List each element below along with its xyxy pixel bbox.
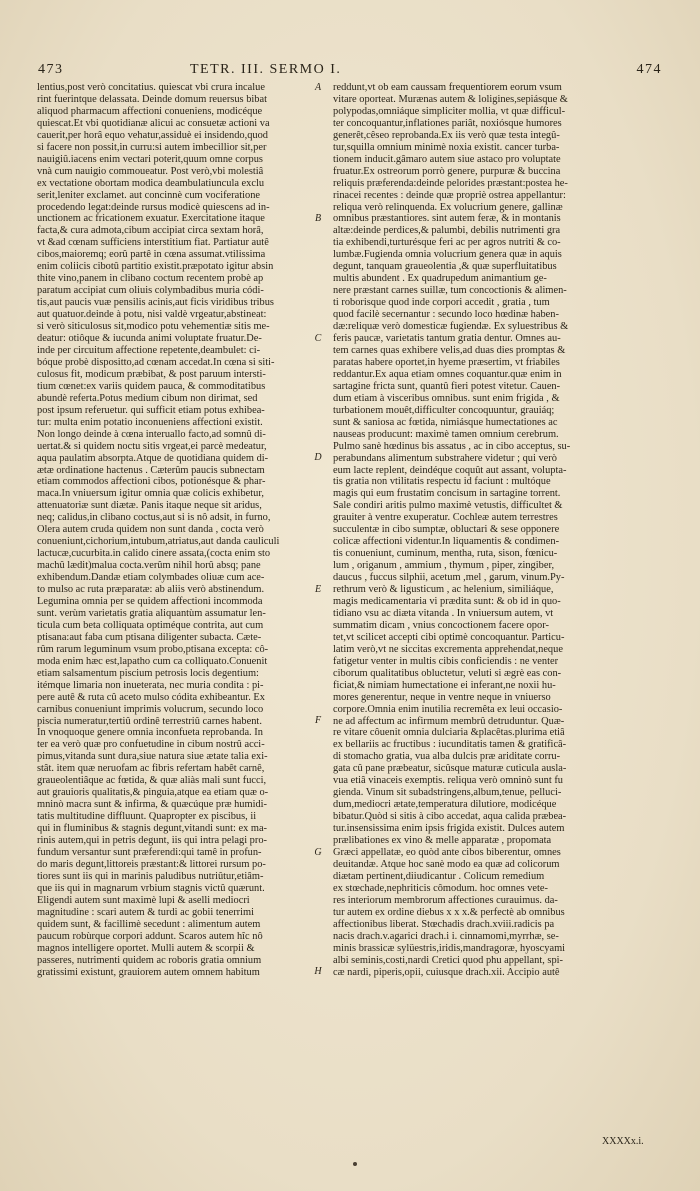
text-line: quidem sunt, & facillimè secedunt : alimentum autem	[37, 918, 261, 930]
text-line: culosus fit, modicum præbibat, & post paruum intersti-	[37, 368, 266, 380]
text-line: In vnoquoque genere omnia inconfueta reprobanda. In	[37, 727, 263, 739]
text-line: si verò siticulosus sit,modico potu vehementiæ sitis me-	[37, 321, 270, 333]
text-line: tis gratia non vtilitatis respectu id faciunt : multóque	[333, 476, 551, 488]
ornament-dot	[353, 1162, 357, 1166]
text-line: tur autem ex ordine diebus x x x.& perfectè ab omnibus	[333, 906, 565, 918]
text-line: rûm rarum leguminum vsum probo,ptisana excepta: cô-	[37, 643, 269, 655]
text-line: ficiat,& nimiam humectatione ei inferant,ne noxii hu-	[333, 679, 556, 691]
text-line: deatur: otiôque & iucunda animi voluptate fruatur.De-	[37, 333, 262, 345]
text-line: tia exhibendi,turturésque feri ac per agros nutriti & co-	[333, 237, 561, 249]
text-line: diætam pertinent,diiudicantur . Colicum remedium	[333, 870, 545, 882]
left-text-column	[37, 82, 305, 978]
text-line: Non longo deinde à cœna interuallo facto,ad somnû di-	[37, 428, 266, 440]
margin-letter: D	[314, 452, 322, 464]
text-line: omnibus præstantiores. sint autem feræ, & in montanis	[333, 213, 561, 225]
text-line: nauseas producunt: maximè tamen omnium cerebrum.	[333, 428, 559, 440]
text-line: dum,mediocri ætate,temperatura dilutiore, modicéque	[333, 799, 557, 811]
text-line: etiam salsamentum piscium petrosis locis degentium:	[37, 667, 259, 679]
text-line: generêt,cêseo reprobanda.Ex iis verò quæ testa integû-	[333, 129, 560, 141]
text-line: daucus , fuccus silphii, acetum ,mel , garum, vinum.Py-	[333, 572, 565, 584]
text-line: tis,aut paucis vuæ pensilis acinis,aut ficis viridibus tribus	[37, 297, 274, 309]
signature-mark: XXXXx.i.	[602, 1136, 644, 1147]
text-line: ex vectatione obortam modica deambulatiuncula exclu	[37, 177, 265, 189]
text-line: Græci appellatæ, eo quòd ante cibos biberentur, omnes	[333, 847, 561, 858]
text-line: pimus,vitanda sunt dura,siue natura siue ætate talia exi-	[37, 751, 268, 763]
text-line: lumbæ.Fugienda omnia volucrium genera quæ in aquis	[333, 249, 562, 261]
text-line: Eligendi autem sunt maximè lupi & aselli mediocri	[37, 894, 250, 906]
margin-letter: C	[314, 332, 322, 344]
text-line: sunt & saniosa ac fœtida, nimiásque humectationes ac	[333, 416, 558, 428]
text-line: vitare oporteat. Murænas autem & loligines,sepiásque &	[333, 93, 568, 105]
text-line: reddantur.Ex aqua etiam omnes coquantur.quæ enim in	[333, 368, 562, 380]
text-line: Sale condiri aritis pulmo maximè vetustis, difficultet &	[333, 500, 563, 512]
text-line: minis brassicæ sylüestris,iridis,mandragoræ, hyoscyami	[333, 942, 566, 954]
text-line: nere præstant carnes suillæ, tum concoctionis & alimen-	[333, 285, 567, 297]
text-line: tidiano vsu ac diæta vitanda . In vniuersum autem, vt	[333, 607, 554, 619]
text-line: piscia numeratur,tertiû ordinê terrestriû carnes habent.	[37, 715, 262, 727]
text-line: vua etiâ vinaceis exemptis. reliqua verò omninò sunt fu	[333, 775, 563, 787]
running-header	[38, 62, 662, 82]
text-line: succulentæ in cibo sumptæ, obluctari & sese opponere	[333, 524, 560, 536]
text-line: cæ nardi, piperis,opii, cuiusque drach.xii. Accipio autê	[333, 966, 560, 978]
page-number-right: 474	[636, 62, 662, 77]
text-line: albi seminis,costi,nardi Cretici quod phu appellant, spi-	[333, 954, 563, 966]
text-line: qui in fluminibus & stagnis degunt,vitandi sunt: ex ma-	[37, 823, 268, 835]
text-line: to mulso ac ruta præparatæ: ab aliis verò abstinendum.	[37, 584, 265, 596]
text-line: ter concoquantur,inflationes pariât, noxiósque humores	[333, 117, 562, 129]
text-line: nacis drach.v.agarici drach.i i. cinnamomi,myrrhæ, se-	[333, 930, 559, 942]
text-line: feris paucæ, varietatis tantum gratia dentur. Omnes au-	[333, 333, 561, 345]
text-line: itémque limaria non inueterata, nec muria condita : pi-	[37, 679, 264, 691]
text-line: magnos intelligere oportet. Mulli autem & scorpii &	[37, 942, 255, 954]
text-line: summatim dicam , vnius concoctionem facere opor-	[333, 619, 549, 631]
text-line: tur: multa enim potatio inconueniens affectioni existit.	[37, 416, 263, 428]
text-line: grauiter à ventre exuperatur. Cochleæ autem terrestres	[333, 512, 558, 524]
text-line: tur,squilla omnium minimè noxia existit. cancer turba-	[333, 141, 560, 153]
text-line: si facere non possit,in curru:si autem imbecillior sit,per	[37, 141, 267, 153]
text-line: ætæ ordinatione hactenus . Cæterûm paucis subnectam	[37, 464, 265, 476]
text-line: rint fuerintque delassata. Deinde domum reuersus bibat	[37, 93, 267, 105]
text-line: serit,leniter exclamet. aut concinnè cum vociferatione	[37, 189, 261, 201]
right-text-column	[333, 82, 627, 978]
text-line: paratas habere oportet,in hyeme præsertim, vt friabiles	[333, 356, 560, 368]
text-line: tet,vt scilicet accepti cibi optimè concoquantur. Particu-	[333, 631, 565, 643]
text-line: graueolentiâque ac fœtida, & quæ aliàs mali sunt fucci,	[37, 775, 267, 787]
text-line: re vitare côuenit omnia dulciaria &placêtas.plurima etiâ	[333, 727, 565, 739]
text-line: sunt. verùm varietatis gratia aliquantùm assumatur len-	[37, 607, 266, 619]
text-line: rethrum verò & ligusticum , ac helenium, similiáque,	[333, 584, 554, 596]
text-line: que iis qui in magnarum vrbium stagnis victû quærunt.	[37, 882, 265, 894]
text-line: tis conueniunt, cuminum, mentha, ruta, sison, fœnicu-	[333, 548, 558, 560]
text-line: neq; calidus,in clibano coctus,aut si is nô adsit, in furno,	[37, 512, 271, 524]
text-line: gienda. Vinum sit subadstringens,album,tenue, pelluci-	[333, 787, 562, 799]
text-line: pere autê & ruta cû aceto mulso códita exhibeantur. Ex	[37, 691, 265, 703]
text-line: thite vino,panem in clibano coctum recentem probè ap	[37, 273, 264, 285]
text-line: perabundans alimentum substrahere videtur ; qui verò	[333, 452, 557, 464]
text-line: enim coliicis cibotû partitio existit.præpotato igitur absin	[37, 261, 274, 273]
text-line: Olera autem cruda quidem non sunt danda , cocta verò	[37, 524, 264, 536]
text-line: di stomacho gratia, vua alba dulcis præ ariditate corru-	[333, 751, 561, 763]
text-line: eum lacte replent, deindéque coquût aut assant, volupta-	[333, 464, 567, 476]
text-line: tur.insensissima enim ipsis frigida existit. Dulces autem	[333, 823, 565, 835]
text-line: sartagine fricta sunt, quantû fieri potest vitetur. Cauen-	[333, 380, 561, 392]
text-line: prælibationes ex vino & melle apparatæ , propomata	[333, 835, 552, 847]
text-line: ne ad affectum ac infirmum membrû detruduntur. Quæ-	[333, 715, 565, 727]
text-line: reddunt,vt ob eam caussam frequentiorem eorum vsum	[333, 82, 562, 93]
text-line: polypodas,omniáque simpliciter mollia, vt quæ difficul-	[333, 105, 566, 117]
text-line: etiam commodos affectioni cibos, potionésque & phar-	[37, 476, 266, 488]
text-line: Legumina omnia per se quidem affectioni incommoda	[37, 595, 263, 607]
text-line: moda enim hæc est,lapatho cum ca colliquato.Conuenit	[37, 655, 268, 667]
text-line: vnà cum nauigio commoueatur. Post verò,vbi molestiâ	[37, 165, 264, 177]
margin-letter: E	[314, 583, 322, 595]
text-line: fatigetur venter in multis cibis conficiendis : ne venter	[333, 655, 559, 667]
text-line: corpore.Omnia enim inutilia recremêta ex leui occasio-	[333, 703, 563, 715]
text-line: paucum robùrque corpori addunt. Scaros autem hîc nô	[37, 930, 263, 942]
text-line: aliquod pharmacum affectioni conueniens, modicéque	[37, 105, 263, 117]
text-line: exhibendum.Dandæ etiam colymbades oliuæ cum ace-	[37, 572, 265, 584]
text-line: affectionibus liberat. Stœchadis drach.xviii.radicis pa	[333, 918, 555, 930]
page-number-left: 473	[38, 62, 64, 77]
text-line: aqua paulatim absorpta.Atque de quotidiana quidem di-	[37, 452, 269, 464]
text-line: tatis multitudine diffluunt. Quapropter ex piscibus, ii	[37, 811, 257, 823]
text-line: ti roborisque quod inde corpori accedit , gratia , tum	[333, 297, 550, 309]
text-line: dæ:reliquæ verò domesticæ fugiendæ. Ex syluestribus &	[333, 321, 569, 333]
text-line: colicæ affectioni videntur.In liquamentis & condimen-	[333, 536, 560, 548]
text-line: multis abundent . Ex quadrupedum animantium ge-	[333, 273, 547, 285]
text-line: unctionem ac fricationem exuatur. Exercitatione itaque	[37, 213, 265, 225]
text-line: ex bellariis ac fructibus : iucunditatis tamen & gratificâ-	[333, 739, 567, 751]
text-line: maca.In vniuersum igitur omnia quæ colicis exhibetur,	[37, 488, 264, 500]
text-line: facta,& cura admota,cibum accipiat circa sextam horâ,	[37, 225, 264, 237]
text-line: reliquis præferenda:deinde pelorides præstant:postea he-	[333, 177, 568, 189]
text-line: turbationem mouêt,difficulter concoquuntur, grauiáq;	[333, 404, 555, 416]
text-line: reliqua verò relinquenda. Ex volucrium genere, gallinæ	[333, 201, 563, 213]
text-line: tiores sunt iis qui in marinis paludibus nutriûtur,etiâm-	[37, 870, 264, 882]
text-line: rinis autem,qui in petris degunt, iis qui intra pelagi pro-	[37, 835, 267, 847]
text-line: ptisana:aut faba cum ptisana diligenter subacta. Cæte-	[37, 631, 262, 643]
text-line: carnibus conueniunt imprimis volucrum, secundo loco	[37, 703, 264, 715]
text-line: tem carnes quas exhibere velis,ad duas dies promptas &	[333, 344, 566, 356]
text-line: rinacei recentes : deinde quæ propriè ostrea appellantur:	[333, 189, 566, 201]
text-line: deuitandæ. Atque hoc sanè modo ea quæ ad colicorum	[333, 858, 560, 870]
text-line: degunt, tanquam graueolentia ,& quæ superfluitatibus	[333, 261, 557, 273]
text-line: paratum accipiat cum oliuis colymbadibus muria códi-	[37, 285, 264, 297]
text-line: gata cû pane præbeatur, sicûsque maturæ cuticula ausla-	[333, 763, 567, 775]
text-line: fruatur.Ex ostreorum porrò genere, purpuræ & buccina	[333, 165, 561, 177]
text-line: fundum versantur sunt præferendi:qui tamê in profun-	[37, 847, 262, 858]
margin-letter: F	[314, 715, 322, 727]
text-line: lentius,post verò concitatius. quiescat vbi crura incalue	[37, 82, 265, 93]
text-line: cibos,maioremq; eorû partê in cœna assumat.vtilissima	[37, 249, 266, 261]
text-line: res interiorum membrorum affectiones curauimus. da-	[333, 894, 558, 906]
text-line: nauigiû.iacens enim vectari poterit,quum omne corpus	[37, 153, 263, 165]
text-line: ter ea verò quæ pro confuetudine in cibum nostrû acci-	[37, 739, 265, 751]
text-line: vt &ad cœnam sufficiens interstitium fiat. Partiatur autê	[37, 237, 269, 249]
text-line: ex stœchade,nephriticis cômodum. hoc omnes vete-	[333, 882, 548, 894]
text-line: bóque probè dispositto,ad cœnam accedat.In cœna si siti-	[37, 356, 275, 368]
text-line: bibatur.Quòd si sitis à cibo accedat, aqua calida præbea-	[333, 811, 567, 823]
text-line: gratissimi existunt, grauiorem autem omnem habitum	[37, 966, 260, 978]
running-title: TETR. III. SERMO I.	[190, 62, 342, 77]
text-line: lactucæ,cucurbita.in calido cinere assata,(cocta enim sto	[37, 548, 271, 560]
text-line: aut grauioris qualitatis,& pinguia,atque ea etiam quæ o-	[37, 787, 269, 799]
margin-letter: H	[314, 966, 322, 978]
text-line: quod facilè secernantur : secundo loco hœdinæ haben-	[333, 309, 559, 321]
text-line: abundè referta.Potus medium cibum non dirimat, sed	[37, 392, 258, 404]
text-line: do maris degunt,littoreis præstant:& littorei rursum po-	[37, 858, 266, 870]
text-line: procedendo legat:deinde rursus modicè quiescens ad in-	[37, 201, 270, 213]
margin-letter: G	[314, 846, 322, 858]
text-line: attenuatoriæ sunt diætæ. Panis itaque neque sit aridus,	[37, 500, 262, 512]
text-line: tionem inducit.gâmaro autem siue astaco pro voluptate	[333, 153, 561, 165]
text-line: mores generentur, neque in ventre neque in vniuerso	[333, 691, 551, 703]
text-line: passeres, nutrimenti quidem ac roboris gratia omnium	[37, 954, 262, 966]
margin-letter: A	[314, 82, 322, 93]
text-line: stât. item quæ neruofam ac fibris refertam habêt carnê,	[37, 763, 265, 775]
text-line: inde per circuitum affectione repetente,deambulet: ci-	[37, 344, 261, 356]
text-line: Pulmo sanè hœdinus bis assatus , ac in cibo acceptus, su-	[333, 440, 571, 452]
text-line: latim verò,vt ne siccitas excrementa apprehendat,neque	[333, 643, 563, 655]
text-line: magnitudine : scari autem & turdi ac gobii tenerrimi	[37, 906, 254, 918]
text-line: cauerit,per horâ equo vehatur,assiduè ei insidendo,quod	[37, 129, 268, 141]
margin-letter: B	[314, 213, 322, 225]
text-line: quiescat.Et vbi quotidianæ alicui ac consuetæ actioni va	[37, 117, 270, 129]
text-line: post ipsum referuetur. qui sufficit etiam potus exhibea-	[37, 404, 265, 416]
text-line: tium cœnet:ex variis quidem pauca, & commoditatibus	[37, 380, 266, 392]
text-line: ciborum qualitatibus obluctetur, veluti si ægrè eas con-	[333, 667, 562, 679]
text-line: mninò macra sunt & infirma, & quæcúque præ humidi-	[37, 799, 267, 811]
text-line: dum etiam à visceribus omnibus. sunt enim frigida , &	[333, 392, 560, 404]
text-line: machû lædit)malua cocta.verûm nihil horû absq; pane	[37, 560, 261, 572]
text-line: ticula cum beta colliquata optiméque contrita, aut cum	[37, 619, 264, 631]
text-line: lum , origanum , ammium , thymum , piper, zingiber,	[333, 560, 555, 572]
text-line: magis medicamentaria vi prædita sunt: & ob id in quo-	[333, 595, 561, 607]
text-line: aut quatuor.deinde à potu, nisi valdè vrgeatur,abstineat:	[37, 309, 267, 321]
text-line: conueniunt,cichorium,intubum,atriatus,aut danda cauliculi	[37, 536, 280, 548]
text-line: uertat.& si quidem noctu sitis vrgeat,ei parcè medeatur,	[37, 440, 267, 452]
text-line: magis qui eum frustatim concisum in sartagine torrent.	[333, 488, 561, 500]
text-line: altæ:deinde perdices,& palumbi, debilis nutrimenti gra	[333, 225, 561, 237]
